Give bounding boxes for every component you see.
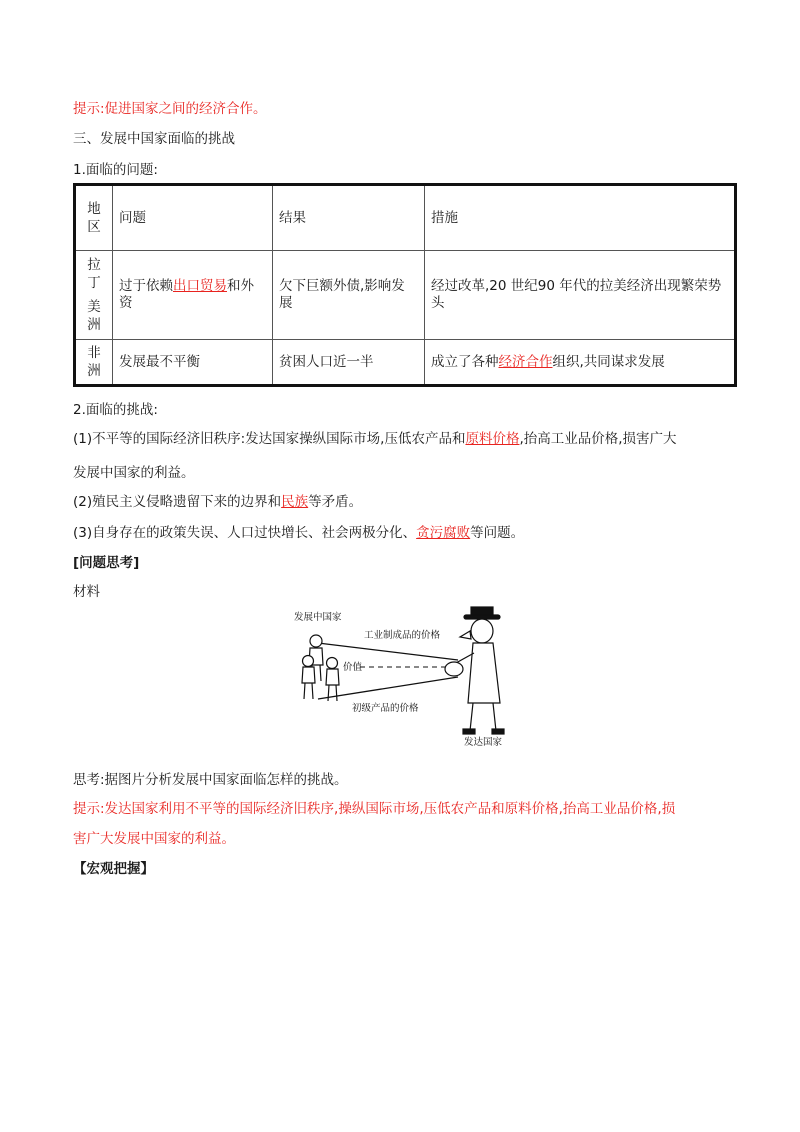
table-row-africa — [75, 340, 736, 386]
think-question: 思考:据图片分析发展中国家面临怎样的挑战。 — [73, 772, 348, 788]
section-title: 三、发展中国家面临的挑战 — [73, 131, 235, 147]
label-value: 价值 — [343, 662, 363, 673]
challenge-1: (1)不平等的国际经济旧秩序:发达国家操纵国际市场,压低农产品和原料价格,抬高工业品价格,损害广大 — [73, 431, 677, 447]
region-latin-america: 拉 丁 美 洲 — [75, 251, 113, 340]
problems-table — [73, 183, 737, 387]
header-problem: 问题 — [113, 185, 273, 251]
problem-latin-america: 过于依赖出口贸易和外资 — [113, 251, 273, 340]
result-africa: 贫困人口近一半 — [273, 340, 425, 386]
measure-africa: 成立了各种经济合作组织,共同谋求发展 — [425, 340, 736, 386]
table-row-latin-america — [75, 251, 736, 340]
header-region: 地 区 — [75, 185, 113, 251]
header-result: 结果 — [273, 185, 425, 251]
answer-line-1: 提示:发达国家利用不平等的国际经济旧秩序,操纵国际市场,压低农产品和原料价格,抬高工业品价格,损 — [73, 801, 676, 817]
challenge-3: (3)自身存在的政策失误、人口过快增长、社会两极分化、贪污腐败等问题。 — [73, 525, 525, 541]
subsection-title-challenges: 2.面临的挑战: — [73, 402, 158, 418]
hint-text: 提示:促进国家之间的经济合作。 — [73, 101, 267, 117]
challenge-2: (2)殖民主义侵略遗留下来的边界和民族等矛盾。 — [73, 494, 363, 510]
table-header-row — [75, 185, 736, 251]
macro-heading: 【宏观把握】 — [73, 861, 154, 877]
material-label: 材料 — [73, 584, 100, 600]
answer-line-2: 害广大发展中国家的利益。 — [73, 831, 235, 847]
label-developing-country: 发展中国家 — [294, 612, 342, 623]
label-industrial-price: 工业制成品的价格 — [364, 630, 441, 641]
upper-leash-line — [318, 643, 458, 660]
label-primary-price: 初级产品的价格 — [352, 703, 419, 714]
developed-man-icon — [445, 607, 504, 734]
region-africa: 非 洲 — [75, 340, 113, 386]
header-measure: 措施 — [425, 185, 736, 251]
result-latin-america: 欠下巨额外债,影响发展 — [273, 251, 425, 340]
cartoon-figure — [288, 603, 518, 748]
challenge-1-continued: 发展中国家的利益。 — [73, 465, 195, 481]
problem-africa: 发展最不平衡 — [113, 340, 273, 386]
label-developed-country: 发达国家 — [464, 737, 503, 748]
subsection-title-problems: 1.面临的问题: — [73, 162, 158, 178]
think-heading: [问题思考] — [73, 555, 140, 571]
measure-latin-america: 经过改革,20 世纪90 年代的拉美经济出现繁荣势头 — [425, 251, 736, 340]
